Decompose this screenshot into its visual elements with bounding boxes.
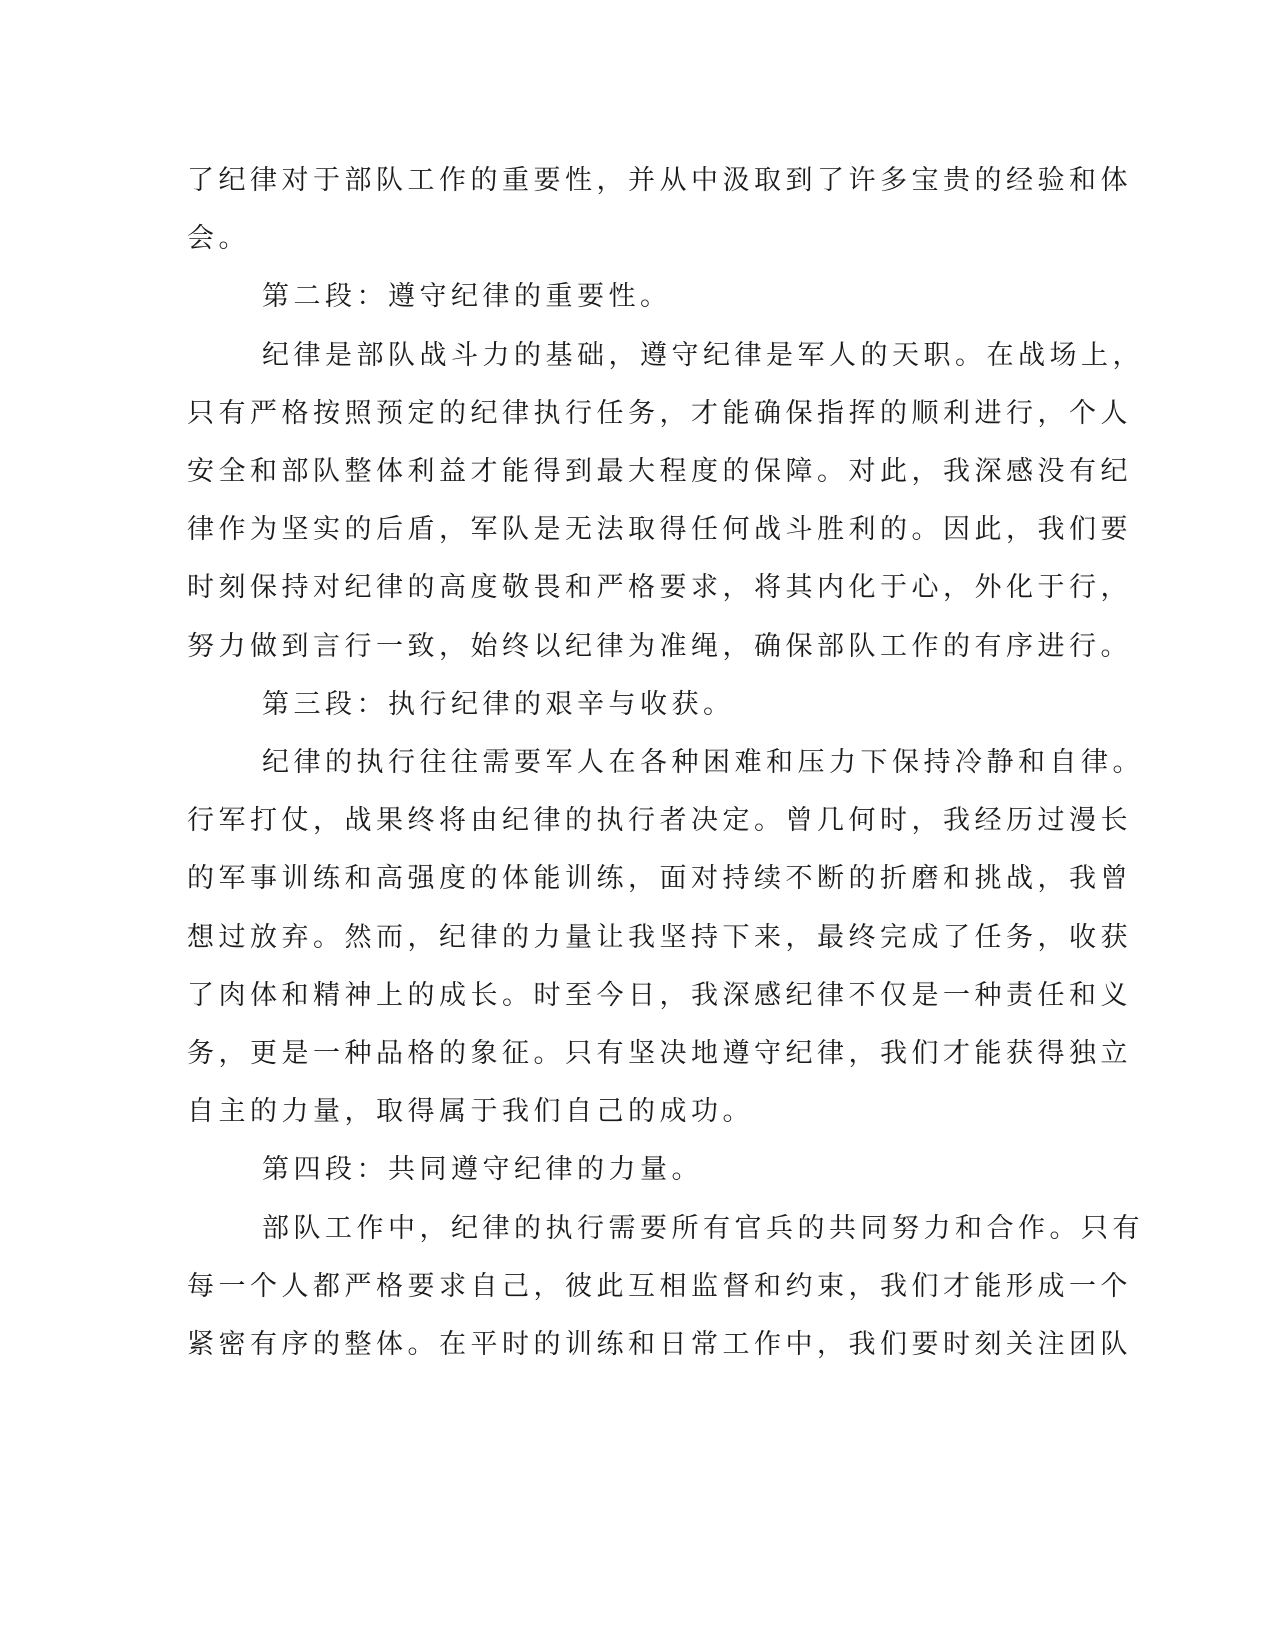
text-line: 部队工作中，纪律的执行需要所有官兵的共同努力和合作。只有 [262, 1213, 1144, 1244]
text-line: 会。 [187, 223, 250, 254]
text-line: 了肉体和精神上的成长。时至今日，我深感纪律不仅是一种责任和义 [187, 980, 1132, 1011]
text-line: 安全和部队整体利益才能得到最大程度的保障。对此，我深感没有纪 [187, 456, 1132, 487]
text-line: 务，更是一种品格的象征。只有坚决地遵守纪律，我们才能获得独立 [187, 1038, 1132, 1069]
text-line: 只有严格按照预定的纪律执行任务，才能确保指挥的顺利进行，个人 [187, 398, 1132, 429]
text-line: 行军打仗，战果终将由纪律的执行者决定。曾几何时，我经历过漫长 [187, 805, 1132, 836]
text-line: 想过放弃。然而，纪律的力量让我坚持下来，最终完成了任务，收获 [187, 922, 1132, 953]
text-line: 每一个人都严格要求自己，彼此互相监督和约束，我们才能形成一个 [187, 1271, 1132, 1302]
text-line: 纪律的执行往往需要军人在各种困难和压力下保持冷静和自律。 [262, 747, 1144, 778]
text-line: 了纪律对于部队工作的重要性，并从中汲取到了许多宝贵的经验和体 [187, 165, 1132, 196]
section-heading: 第二段：遵守纪律的重要性。 [262, 281, 672, 312]
text-line: 时刻保持对纪律的高度敬畏和严格要求，将其内化于心，外化于行， [187, 572, 1132, 603]
text-line: 努力做到言行一致，始终以纪律为准绳，确保部队工作的有序进行。 [187, 631, 1132, 662]
section-heading: 第四段：共同遵守纪律的力量。 [262, 1154, 703, 1185]
text-line: 的军事训练和高强度的体能训练，面对持续不断的折磨和挑战，我曾 [187, 863, 1132, 894]
text-line: 紧密有序的整体。在平时的训练和日常工作中，我们要时刻关注团队 [187, 1329, 1132, 1360]
section-heading: 第三段：执行纪律的艰辛与收获。 [262, 689, 735, 720]
text-line: 律作为坚实的后盾，军队是无法取得任何战斗胜利的。因此，我们要 [187, 514, 1132, 545]
text-line: 纪律是部队战斗力的基础，遵守纪律是军人的天职。在战场上， [262, 340, 1144, 371]
text-line: 自主的力量，取得属于我们自己的成功。 [187, 1096, 754, 1127]
